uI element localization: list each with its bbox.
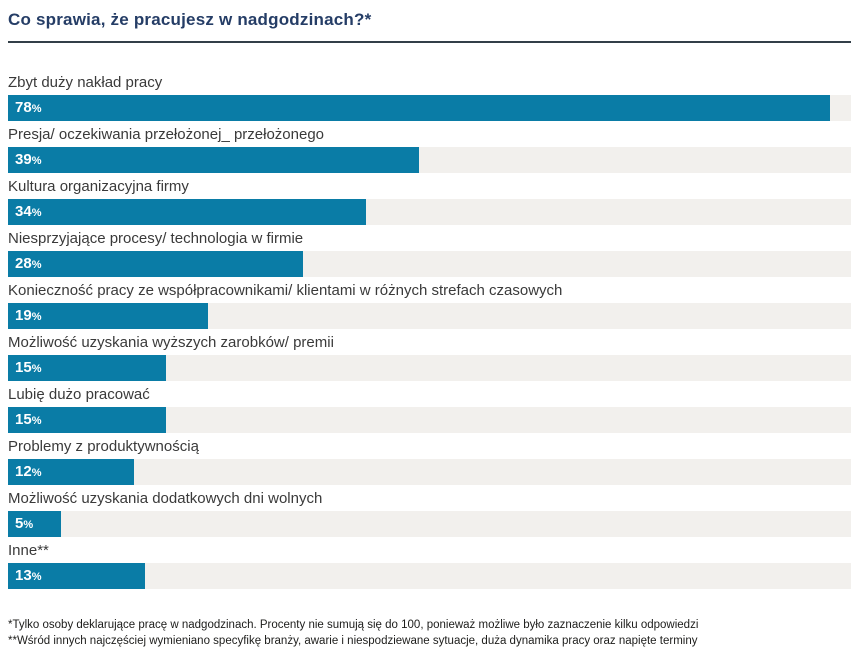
percent-sign: % xyxy=(31,311,42,323)
bar-value-number: 28 xyxy=(15,255,32,272)
footnote-1: *Tylko osoby deklarujące pracę w nadgodzinach. Procenty nie sumują się do 100, ponieważ możliwe było zaznaczenie kilku odpowiedzi xyxy=(8,619,699,631)
footnote-2: **Wśród innych najczęściej wymieniano specyfikę branży, awarie i niespodziewane sytuacje, duża dynamika pracy oraz napięte terminy xyxy=(8,635,698,647)
percent-sign: % xyxy=(31,571,42,583)
bar xyxy=(8,95,830,121)
category-label: Problemy z produktywnością xyxy=(8,438,199,455)
bar xyxy=(8,563,145,589)
bar-track xyxy=(8,511,851,537)
chart-row xyxy=(8,385,851,433)
category-label: Kultura organizacyjna firmy xyxy=(8,178,189,195)
bar-value-number: 15 xyxy=(15,359,32,376)
bar-value-label xyxy=(15,255,41,273)
bar-value-number: 78 xyxy=(15,99,32,116)
bar-track xyxy=(8,355,851,381)
bar-value-label xyxy=(15,463,41,481)
bar-value-label xyxy=(15,567,41,585)
chart-row xyxy=(8,73,851,121)
bar-value-number: 39 xyxy=(15,151,32,168)
bar-chart xyxy=(8,73,851,589)
percent-sign: % xyxy=(31,467,42,479)
bar-value-number: 15 xyxy=(15,411,32,428)
chart-row xyxy=(8,125,851,173)
bar-track xyxy=(8,407,851,433)
category-label: Niesprzyjające procesy/ technologia w firmie xyxy=(8,230,304,247)
chart-rows xyxy=(8,73,851,589)
chart-row xyxy=(8,333,851,381)
bar-track xyxy=(8,199,851,225)
bar-value-number: 12 xyxy=(15,463,32,480)
bar-value-number: 19 xyxy=(15,307,32,324)
bar xyxy=(8,303,208,329)
bar-track xyxy=(8,303,851,329)
chart-row xyxy=(8,177,851,225)
chart-title: Co sprawia, że pracujesz w nadgodzinach?* xyxy=(8,10,372,29)
bar-value-label xyxy=(15,411,41,429)
bar xyxy=(8,251,303,277)
percent-sign: % xyxy=(31,363,42,375)
bar-track xyxy=(8,563,851,589)
bar xyxy=(8,459,134,485)
bar-value-label xyxy=(15,359,41,377)
bar-track xyxy=(8,147,851,173)
percent-sign: % xyxy=(31,259,42,271)
category-label: Możliwość uzyskania wyższych zarobków/ premii xyxy=(8,334,334,351)
category-label: Presja/ oczekiwania przełożonej_ przełożonego xyxy=(8,126,325,143)
bar xyxy=(8,511,61,537)
percent-sign: % xyxy=(31,415,42,427)
percent-sign: % xyxy=(23,519,34,531)
bar-value-label xyxy=(15,203,41,221)
bar-value-label xyxy=(15,515,33,533)
chart-row xyxy=(8,489,851,537)
bar-value-label xyxy=(15,307,41,325)
category-label: Możliwość uzyskania dodatkowych dni wolnych xyxy=(8,490,323,507)
title-divider xyxy=(8,41,851,43)
bar-value-label xyxy=(15,99,41,117)
category-label: Lubię dużo pracować xyxy=(8,386,150,403)
bar xyxy=(8,407,166,433)
category-label: Konieczność pracy ze współpracownikami/ klientami w różnych strefach czasowych xyxy=(8,282,563,299)
category-label: Inne** xyxy=(8,542,49,559)
chart-row xyxy=(8,229,851,277)
bar-value-label xyxy=(15,151,41,169)
bar-track xyxy=(8,95,851,121)
bar-value-number: 13 xyxy=(15,567,32,584)
bar-track xyxy=(8,251,851,277)
bar xyxy=(8,199,366,225)
category-label: Zbyt duży nakład pracy xyxy=(8,74,163,91)
footnotes xyxy=(8,617,851,649)
bar xyxy=(8,147,419,173)
percent-sign: % xyxy=(31,155,42,167)
bar-value-number: 5 xyxy=(15,515,24,532)
chart-row xyxy=(8,437,851,485)
percent-sign: % xyxy=(31,103,42,115)
bar xyxy=(8,355,166,381)
chart-row xyxy=(8,541,851,589)
percent-sign: % xyxy=(31,207,42,219)
bar-track xyxy=(8,459,851,485)
chart-row xyxy=(8,281,851,329)
bar-value-number: 34 xyxy=(15,203,32,220)
